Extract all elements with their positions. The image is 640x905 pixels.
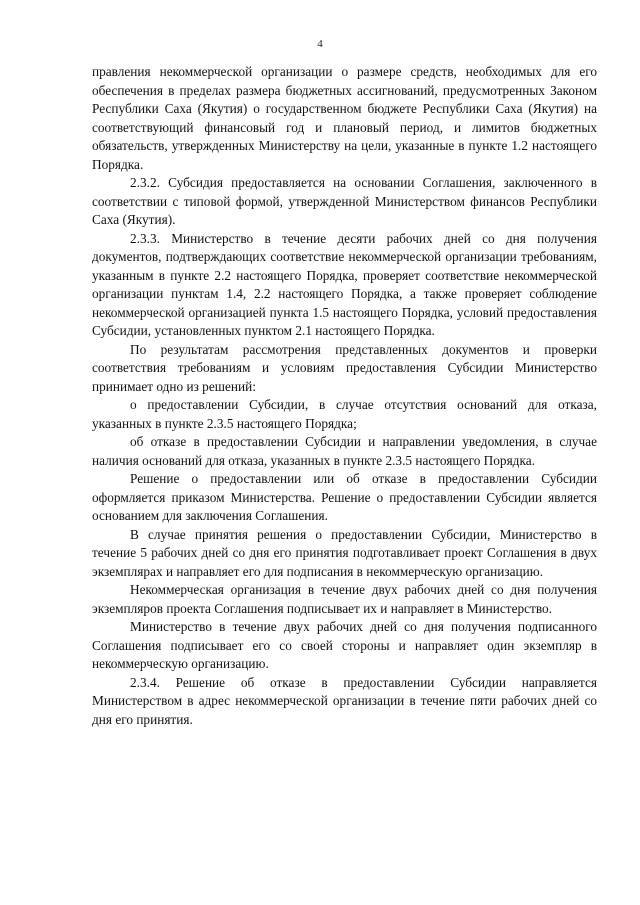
paragraph-2-3-2: 2.3.2. Субсидия предоставляется на основании Соглашения, заключенного в соответствии с типовой формой, утвержденной Министерством финансов Республики Саха (Якутия).	[92, 175, 597, 227]
document-body	[92, 63, 597, 729]
paragraph-decision-order: Решение о предоставлении или об отказе в предоставлении Субсидии оформляется приказом Министерства. Решение о предоставлении Субсидии является основанием для заключения Соглашения.	[92, 471, 597, 523]
paragraph-ministry-signing: Министерство в течение двух рабочих дней со дня получения подписанного Соглашения подписывает его со своей стороны и направляет один экземпляр в некоммерческую организацию.	[92, 619, 597, 671]
paragraph-agreement-preparation: В случае принятия решения о предоставлении Субсидии, Министерство в течение 5 рабочих дней со дня его принятия подготавливает проект Соглашения в двух экземплярах и направляет его для подписания в некоммерческую организацию.	[92, 526, 597, 579]
paragraph-2-3-4: 2.3.4. Решение об отказе в предоставлении Субсидии направляется Министерством в адрес некоммерческой организации в течение пяти рабочих дней со дня его принятия.	[92, 674, 597, 727]
paragraph-continuation: правления некоммерческой организации о размере средств, необходимых для его обеспечения в пределах размера бюджетных ассигнований, предусмотренных Законом Республики Саха (Якутия) о государственном бюджете Республики Саха (Якутия) на соответствующий финансовый год и плановый период, и лимитов бюджетных обязательств, утвержденных Министерству на цели, указанные в пункте 1.2 настоящего Порядка.	[92, 64, 597, 172]
paragraph-review-results: По результатам рассмотрения представленных документов и проверки соответствия требованиям и условиям предоставления Субсидии Министерство принимает одно из решений:	[92, 341, 597, 394]
paragraph-decision-refusal: об отказе в предоставлении Субсидии и направлении уведомления, в случае наличия оснований для отказа, указанных в пункте 2.3.5 настоящего Порядка.	[92, 434, 597, 468]
page-number: 4	[317, 38, 323, 50]
paragraph-2-3-3: 2.3.3. Министерство в течение десяти рабочих дней со дня получения документов, подтверждающих соответствие некоммерческой организации требованиям, указанным в пункте 2.2 настоящего Порядка, проверяет соответствие некоммерческой организации пунктам 1.4, 2.2 настоящего Порядка, а также проверяет соблюдение некоммерческой организацией пункта 1.5 настоящего Порядка, условий предоставления Субсидии, установленных пунктом 2.1 настоящего Порядка.	[92, 230, 597, 338]
paragraph-decision-grant: о предоставлении Субсидии, в случае отсутствия оснований для отказа, указанных в пункте 2.3.5 настоящего Порядка;	[92, 397, 597, 431]
paragraph-organization-signing: Некоммерческая организация в течение двух рабочих дней со дня получения экземпляров проекта Соглашения подписывает их и направляет в Министерство.	[92, 582, 597, 616]
